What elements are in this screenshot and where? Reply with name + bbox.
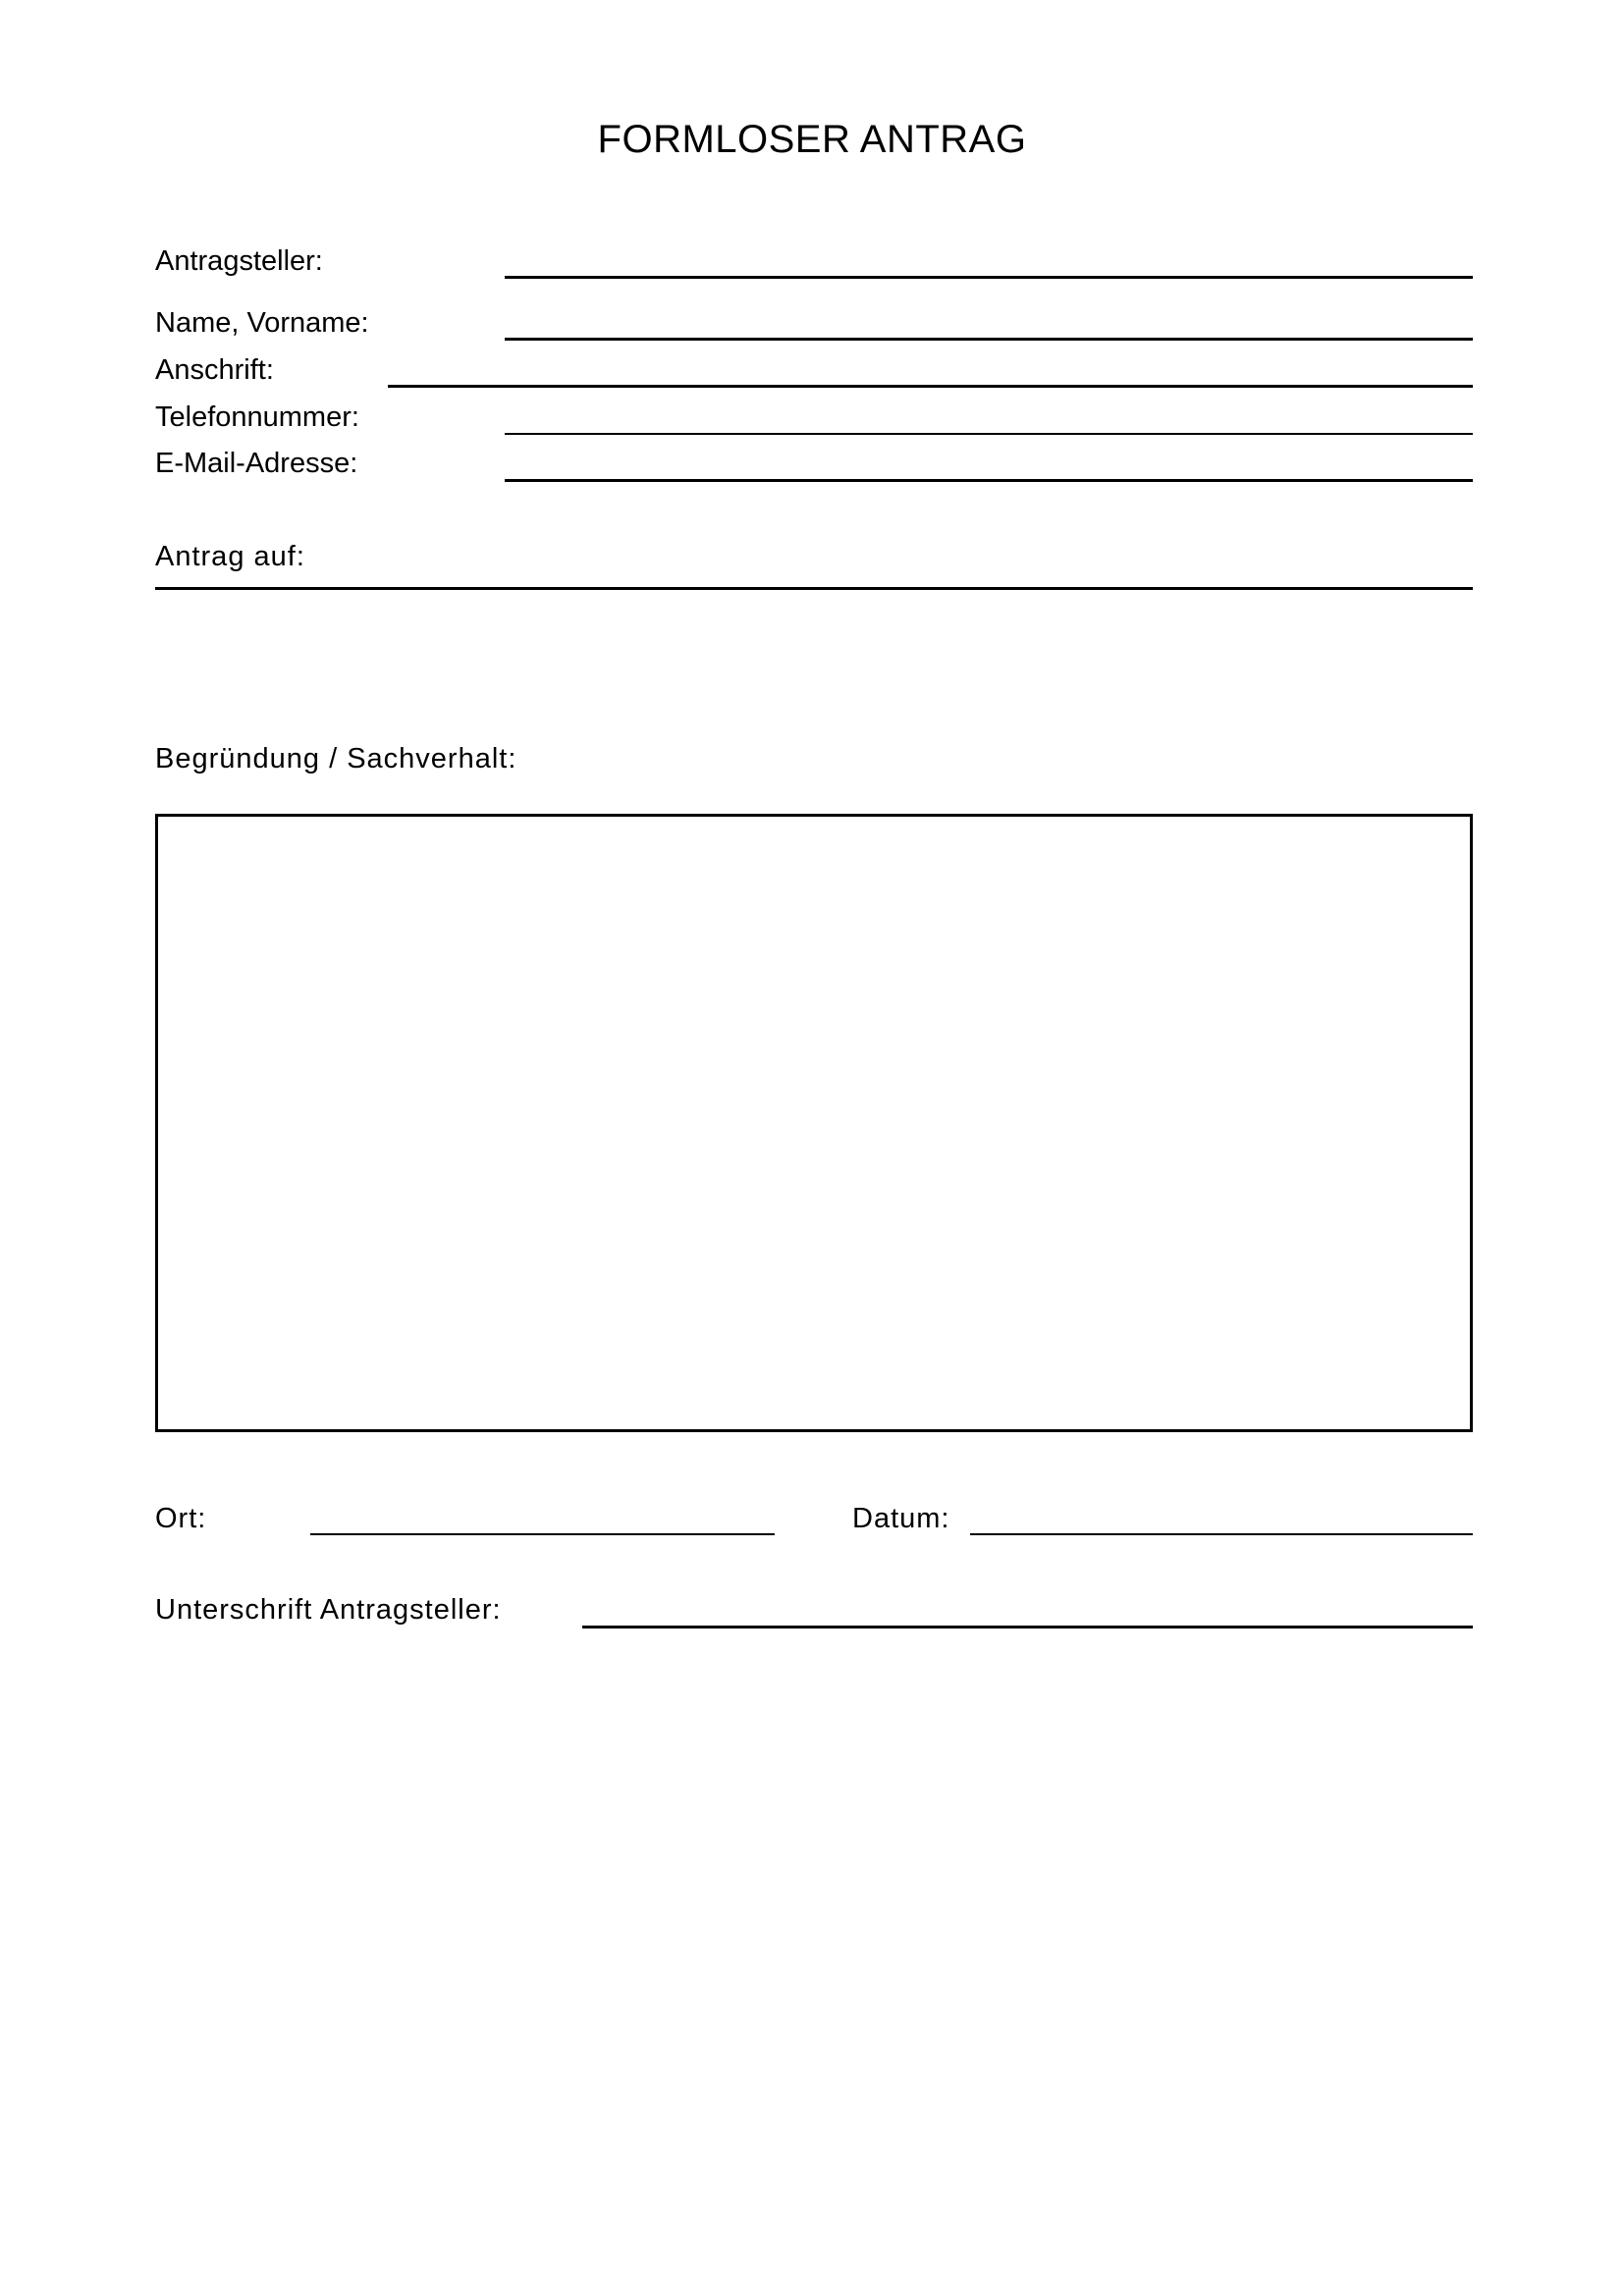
request-input-line[interactable] [155,587,1473,590]
applicant-label: Antragsteller: [155,245,323,277]
date-label: Datum: [852,1503,950,1534]
request-label: Antrag auf: [155,541,305,572]
date-input-line[interactable] [970,1533,1473,1535]
phone-label: Telefonnummer: [155,401,359,433]
email-input-line[interactable] [505,479,1473,482]
phone-input-line[interactable] [505,433,1473,435]
page-title: FORMLOSER ANTRAG [597,118,1027,161]
name-input-line[interactable] [505,338,1473,341]
applicant-input-line[interactable] [505,276,1473,279]
email-label: E-Mail-Adresse: [155,448,358,479]
place-label: Ort: [155,1503,207,1534]
reason-textarea[interactable] [155,814,1473,1432]
address-input-line[interactable] [388,385,1473,388]
signature-input-line[interactable] [582,1626,1473,1629]
reason-label: Begründung / Sachverhalt: [155,743,517,774]
address-label: Anschrift: [155,354,274,386]
name-label: Name, Vorname: [155,307,369,339]
signature-label: Unterschrift Antragsteller: [155,1594,502,1626]
place-input-line[interactable] [310,1533,775,1535]
